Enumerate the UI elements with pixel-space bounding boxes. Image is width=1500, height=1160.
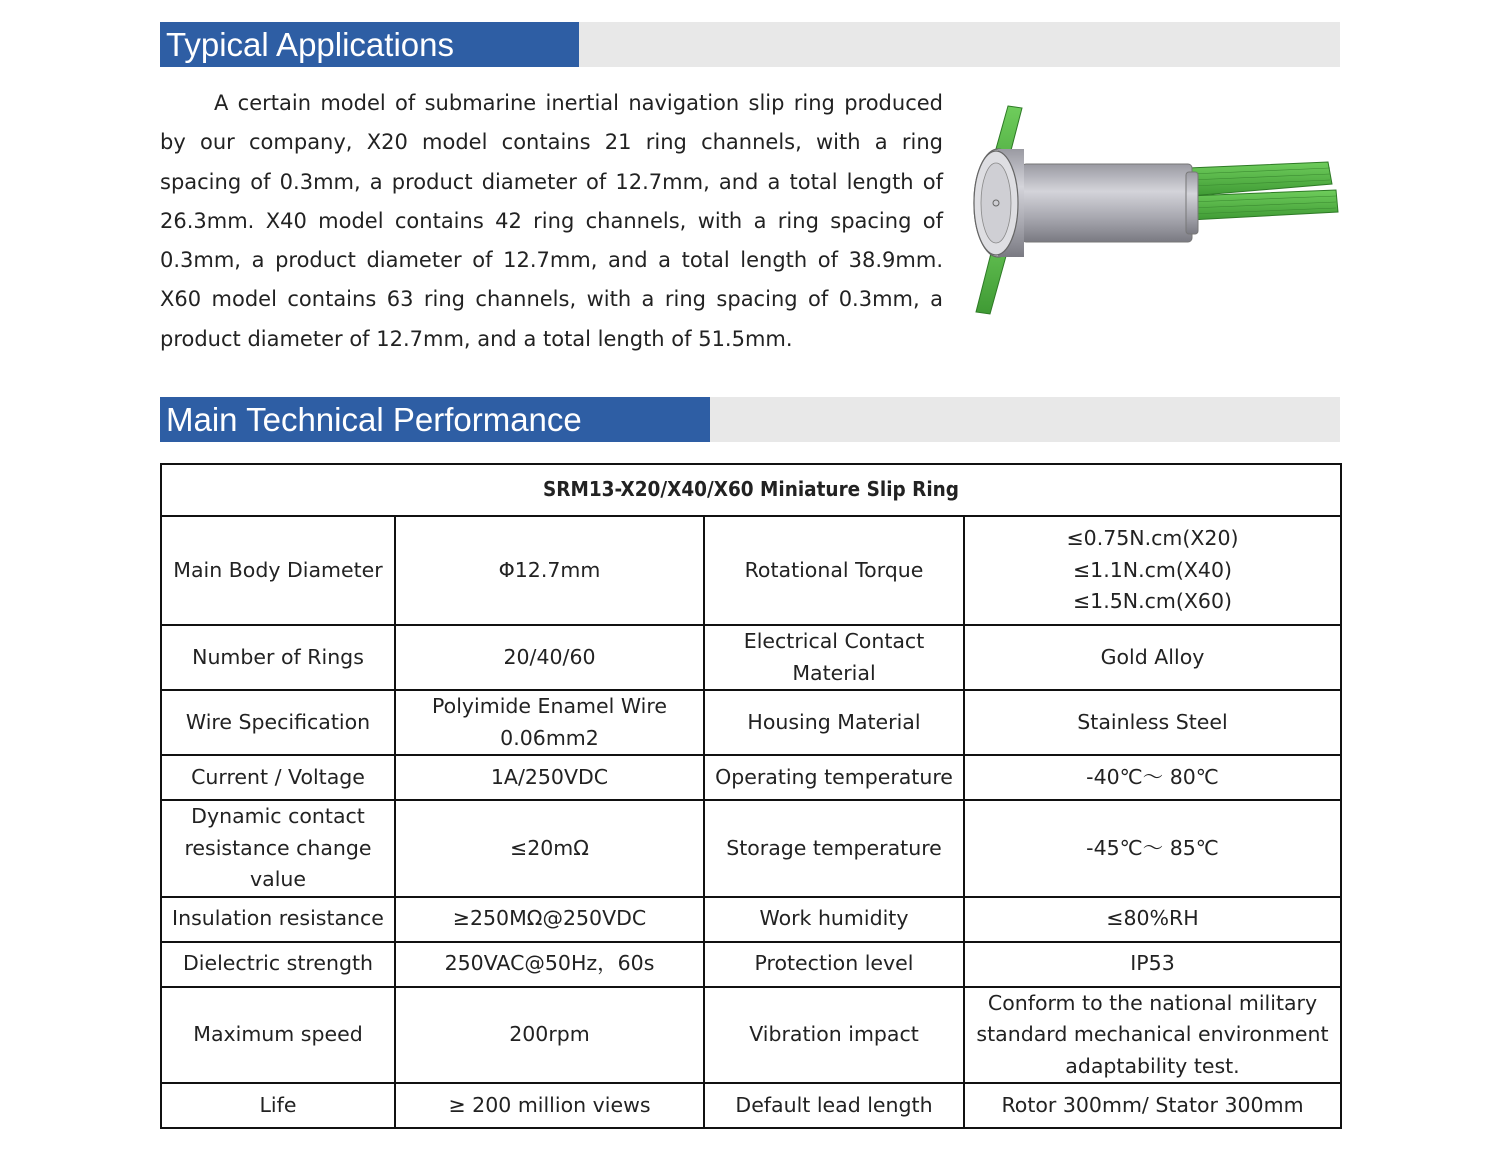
spec-label: Housing Material: [704, 690, 964, 755]
technical-performance-title: Main Technical Performance: [160, 397, 710, 442]
spec-label: Storage temperature: [704, 800, 964, 897]
spec-value: 250VAC@50Hz，60s: [395, 942, 704, 987]
typical-applications-header: [160, 22, 1340, 67]
spec-label: Protection level: [704, 942, 964, 987]
spec-value: Stainless Steel: [964, 690, 1341, 755]
slip-ring-product-image: [960, 92, 1340, 324]
table-row: [161, 755, 1341, 800]
spec-label: Insulation resistance: [161, 897, 395, 942]
table-row: [161, 1083, 1341, 1128]
spec-label: Maximum speed: [161, 987, 395, 1084]
spec-value: 200rpm: [395, 987, 704, 1084]
table-row: [161, 942, 1341, 987]
spec-value: ≥ 200 million views: [395, 1083, 704, 1128]
spec-label: Life: [161, 1083, 395, 1128]
spec-label: Current / Voltage: [161, 755, 395, 800]
spec-value: ≤0.75N.cm(X20) ≤1.1N.cm(X40) ≤1.5N.cm(X60): [964, 516, 1341, 625]
table-row: [161, 800, 1341, 897]
spec-label: Dielectric strength: [161, 942, 395, 987]
typical-applications-title: Typical Applications: [160, 22, 579, 67]
spec-value: ≤80%RH: [964, 897, 1341, 942]
technical-performance-header: [160, 397, 1340, 442]
spec-value: ≤20mΩ: [395, 800, 704, 897]
spec-label: Rotational Torque: [704, 516, 964, 625]
table-row: [161, 987, 1341, 1084]
spec-value: ≥250MΩ@250VDC: [395, 897, 704, 942]
table-row: [161, 690, 1341, 755]
spec-value: Φ12.7mm: [395, 516, 704, 625]
spec-value: 1A/250VDC: [395, 755, 704, 800]
spec-label: Default lead length: [704, 1083, 964, 1128]
spec-value: Gold Alloy: [964, 625, 1341, 690]
table-row: [161, 516, 1341, 625]
spec-value: 20/40/60: [395, 625, 704, 690]
spec-label: Main Body Diameter: [161, 516, 395, 625]
spec-value: IP53: [964, 942, 1341, 987]
spec-value: Polyimide Enamel Wire 0.06mm2: [395, 690, 704, 755]
spec-label: Number of Rings: [161, 625, 395, 690]
spec-value: -40℃～ 80℃: [964, 755, 1341, 800]
spec-label: Electrical Contact Material: [704, 625, 964, 690]
specification-table: [160, 463, 1342, 1129]
spec-label: Dynamic contact resistance change value: [161, 800, 395, 897]
spec-value: Rotor 300mm/ Stator 300mm: [964, 1083, 1341, 1128]
spec-label: Operating temperature: [704, 755, 964, 800]
table-row: [161, 897, 1341, 942]
spec-label: Wire Specification: [161, 690, 395, 755]
intro-paragraph: A certain model of submarine inertial navigation slip ring produced by our company, X20 model contains 21 ring channels, with a ring spacing of 0.3mm, a product diameter of 12.7mm, and a total length of 26.3mm. X40 model contains 42 ring channels, with a ring spacing of 0.3mm, a product diameter of 12.7mm, and a total length of 38.9mm. X60 model contains 63 ring channels, with a ring spacing of 0.3mm, a product diameter of 12.7mm, and a total length of 51.5mm.: [160, 91, 943, 351]
table-title: SRM13-X20/X40/X60 Miniature Slip Ring: [161, 464, 1341, 516]
table-title-row: [161, 464, 1341, 516]
spec-label: Vibration impact: [704, 987, 964, 1084]
table-row: [161, 625, 1341, 690]
spec-label: Work humidity: [704, 897, 964, 942]
spec-value: -45℃～ 85℃: [964, 800, 1341, 897]
spec-value: Conform to the national military standard mechanical environment adaptability test.: [964, 987, 1341, 1084]
